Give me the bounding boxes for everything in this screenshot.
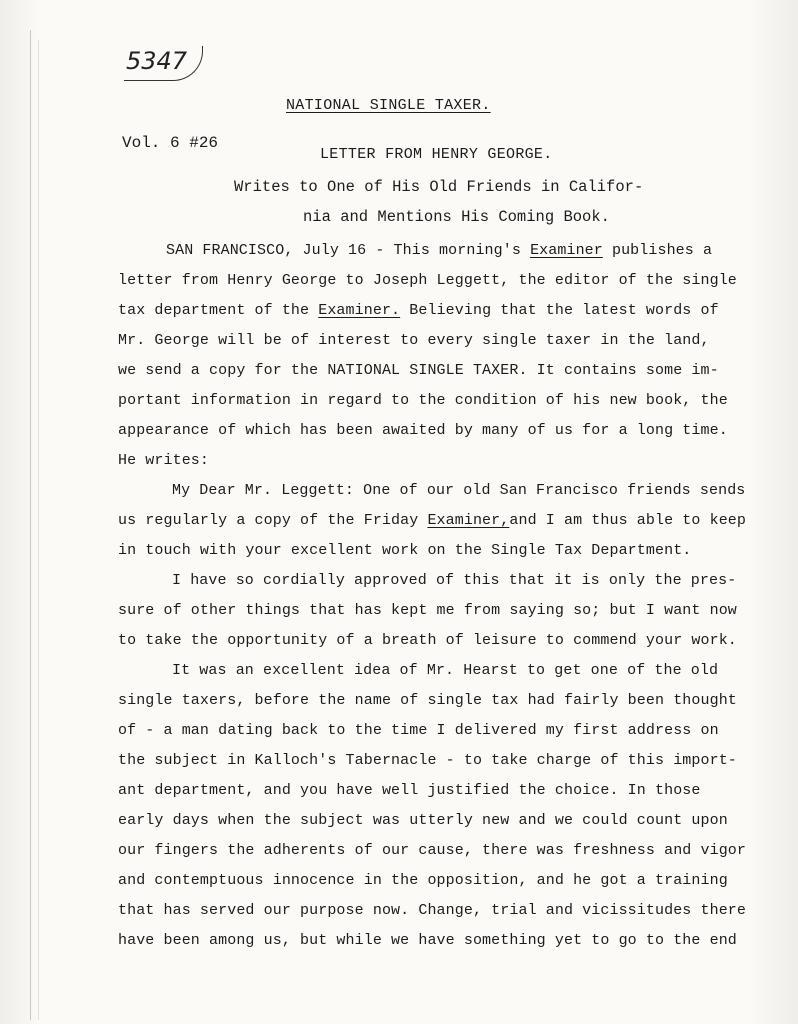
text-run: My Dear Mr. Leggett: One of our old San Francisco friends sends xyxy=(172,482,746,499)
text-line xyxy=(118,566,750,596)
text-run: He writes: xyxy=(118,452,210,469)
text-line xyxy=(118,416,750,446)
text-run: and contemptuous innocence in the opposition, and he got a training xyxy=(118,872,728,889)
text-line xyxy=(118,266,750,296)
text-run: the subject in Kalloch's Tabernacle - to take charge of this import- xyxy=(118,752,737,769)
text-line xyxy=(118,356,750,386)
text-run: publishes a xyxy=(602,242,713,259)
text-line xyxy=(118,686,750,716)
text-line xyxy=(118,386,750,416)
text-line xyxy=(118,476,750,506)
letter-body xyxy=(118,236,750,956)
text-run: ant department, and you have well justified the choice. In those xyxy=(118,782,701,799)
text-run: Mr. George will be of interest to every single taxer in the land, xyxy=(118,332,710,349)
text-run: we send a copy for the NATIONAL SINGLE TAXER. It contains some im- xyxy=(118,362,719,379)
text-line xyxy=(118,716,750,746)
text-run: portant information in regard to the condition of his new book, the xyxy=(118,392,728,409)
text-line xyxy=(118,746,750,776)
text-line xyxy=(118,536,750,566)
text-run: I have so cordially approved of this that it is only the pres- xyxy=(172,572,737,589)
text-run: early days when the subject was utterly new and we could count upon xyxy=(118,812,728,829)
text-line xyxy=(118,776,750,806)
text-run: and I am thus able to keep xyxy=(509,512,747,529)
text-run: single taxers, before the name of single tax had fairly been thought xyxy=(118,692,737,709)
text-line xyxy=(118,926,750,956)
handwritten-number: 5347 xyxy=(124,46,203,81)
text-line xyxy=(118,896,750,926)
volume-number: Vol. 6 #26 xyxy=(122,134,219,152)
text-line xyxy=(118,506,750,536)
paragraph xyxy=(118,236,750,476)
text-line xyxy=(118,296,750,326)
text-run: that has served our purpose now. Change, trial and vicissitudes there xyxy=(118,902,747,919)
paragraph xyxy=(118,656,750,956)
text-run: us regularly a copy of the Friday xyxy=(118,512,428,529)
text-run: in touch with your excellent work on the Single Tax Department. xyxy=(118,542,692,559)
text-run: SAN FRANCISCO, July 16 - This morning's xyxy=(166,242,531,259)
text-line xyxy=(118,866,750,896)
text-line xyxy=(118,836,750,866)
text-run: tax department of the xyxy=(118,302,319,319)
text-line xyxy=(118,656,750,686)
text-line xyxy=(118,326,750,356)
scan-edge-left xyxy=(0,0,40,1024)
text-run: sure of other things that has kept me from saying so; but I want now xyxy=(118,602,737,619)
text-run: It was an excellent idea of Mr. Hearst to get one of the old xyxy=(172,662,719,679)
scan-edge-right xyxy=(748,0,798,1024)
scan-margin-line-inner xyxy=(38,40,39,1020)
article-subtitle-line-2: nia and Mentions His Coming Book. xyxy=(303,208,610,226)
text-line xyxy=(118,446,750,476)
text-run: Believing that the latest words of xyxy=(400,302,719,319)
text-line xyxy=(118,626,750,656)
text-run: to take the opportunity of a breath of leisure to commend your work. xyxy=(118,632,737,649)
text-line xyxy=(118,236,750,266)
scan-margin-line xyxy=(30,30,31,1020)
text-run: our fingers the adherents of our cause, there was freshness and vigor xyxy=(118,842,747,859)
article-title: LETTER FROM HENRY GEORGE. xyxy=(320,146,553,163)
article-subtitle-line-1: Writes to One of His Old Friends in Califor- xyxy=(234,178,644,196)
text-line xyxy=(118,806,750,836)
underlined-word: Examiner xyxy=(530,242,603,259)
underlined-word: Examiner. xyxy=(318,302,401,319)
underlined-word: Examiner, xyxy=(427,512,510,529)
text-run: have been among us, but while we have something yet to go to the end xyxy=(118,932,737,949)
text-run: of - a man dating back to the time I delivered my first address on xyxy=(118,722,719,739)
text-line xyxy=(118,596,750,626)
paragraph xyxy=(118,476,750,566)
publication-header: NATIONAL SINGLE TAXER. xyxy=(286,97,491,114)
text-run: appearance of which has been awaited by many of us for a long time. xyxy=(118,422,728,439)
text-run: letter from Henry George to Joseph Leggett, the editor of the single xyxy=(118,272,737,289)
paragraph xyxy=(118,566,750,656)
